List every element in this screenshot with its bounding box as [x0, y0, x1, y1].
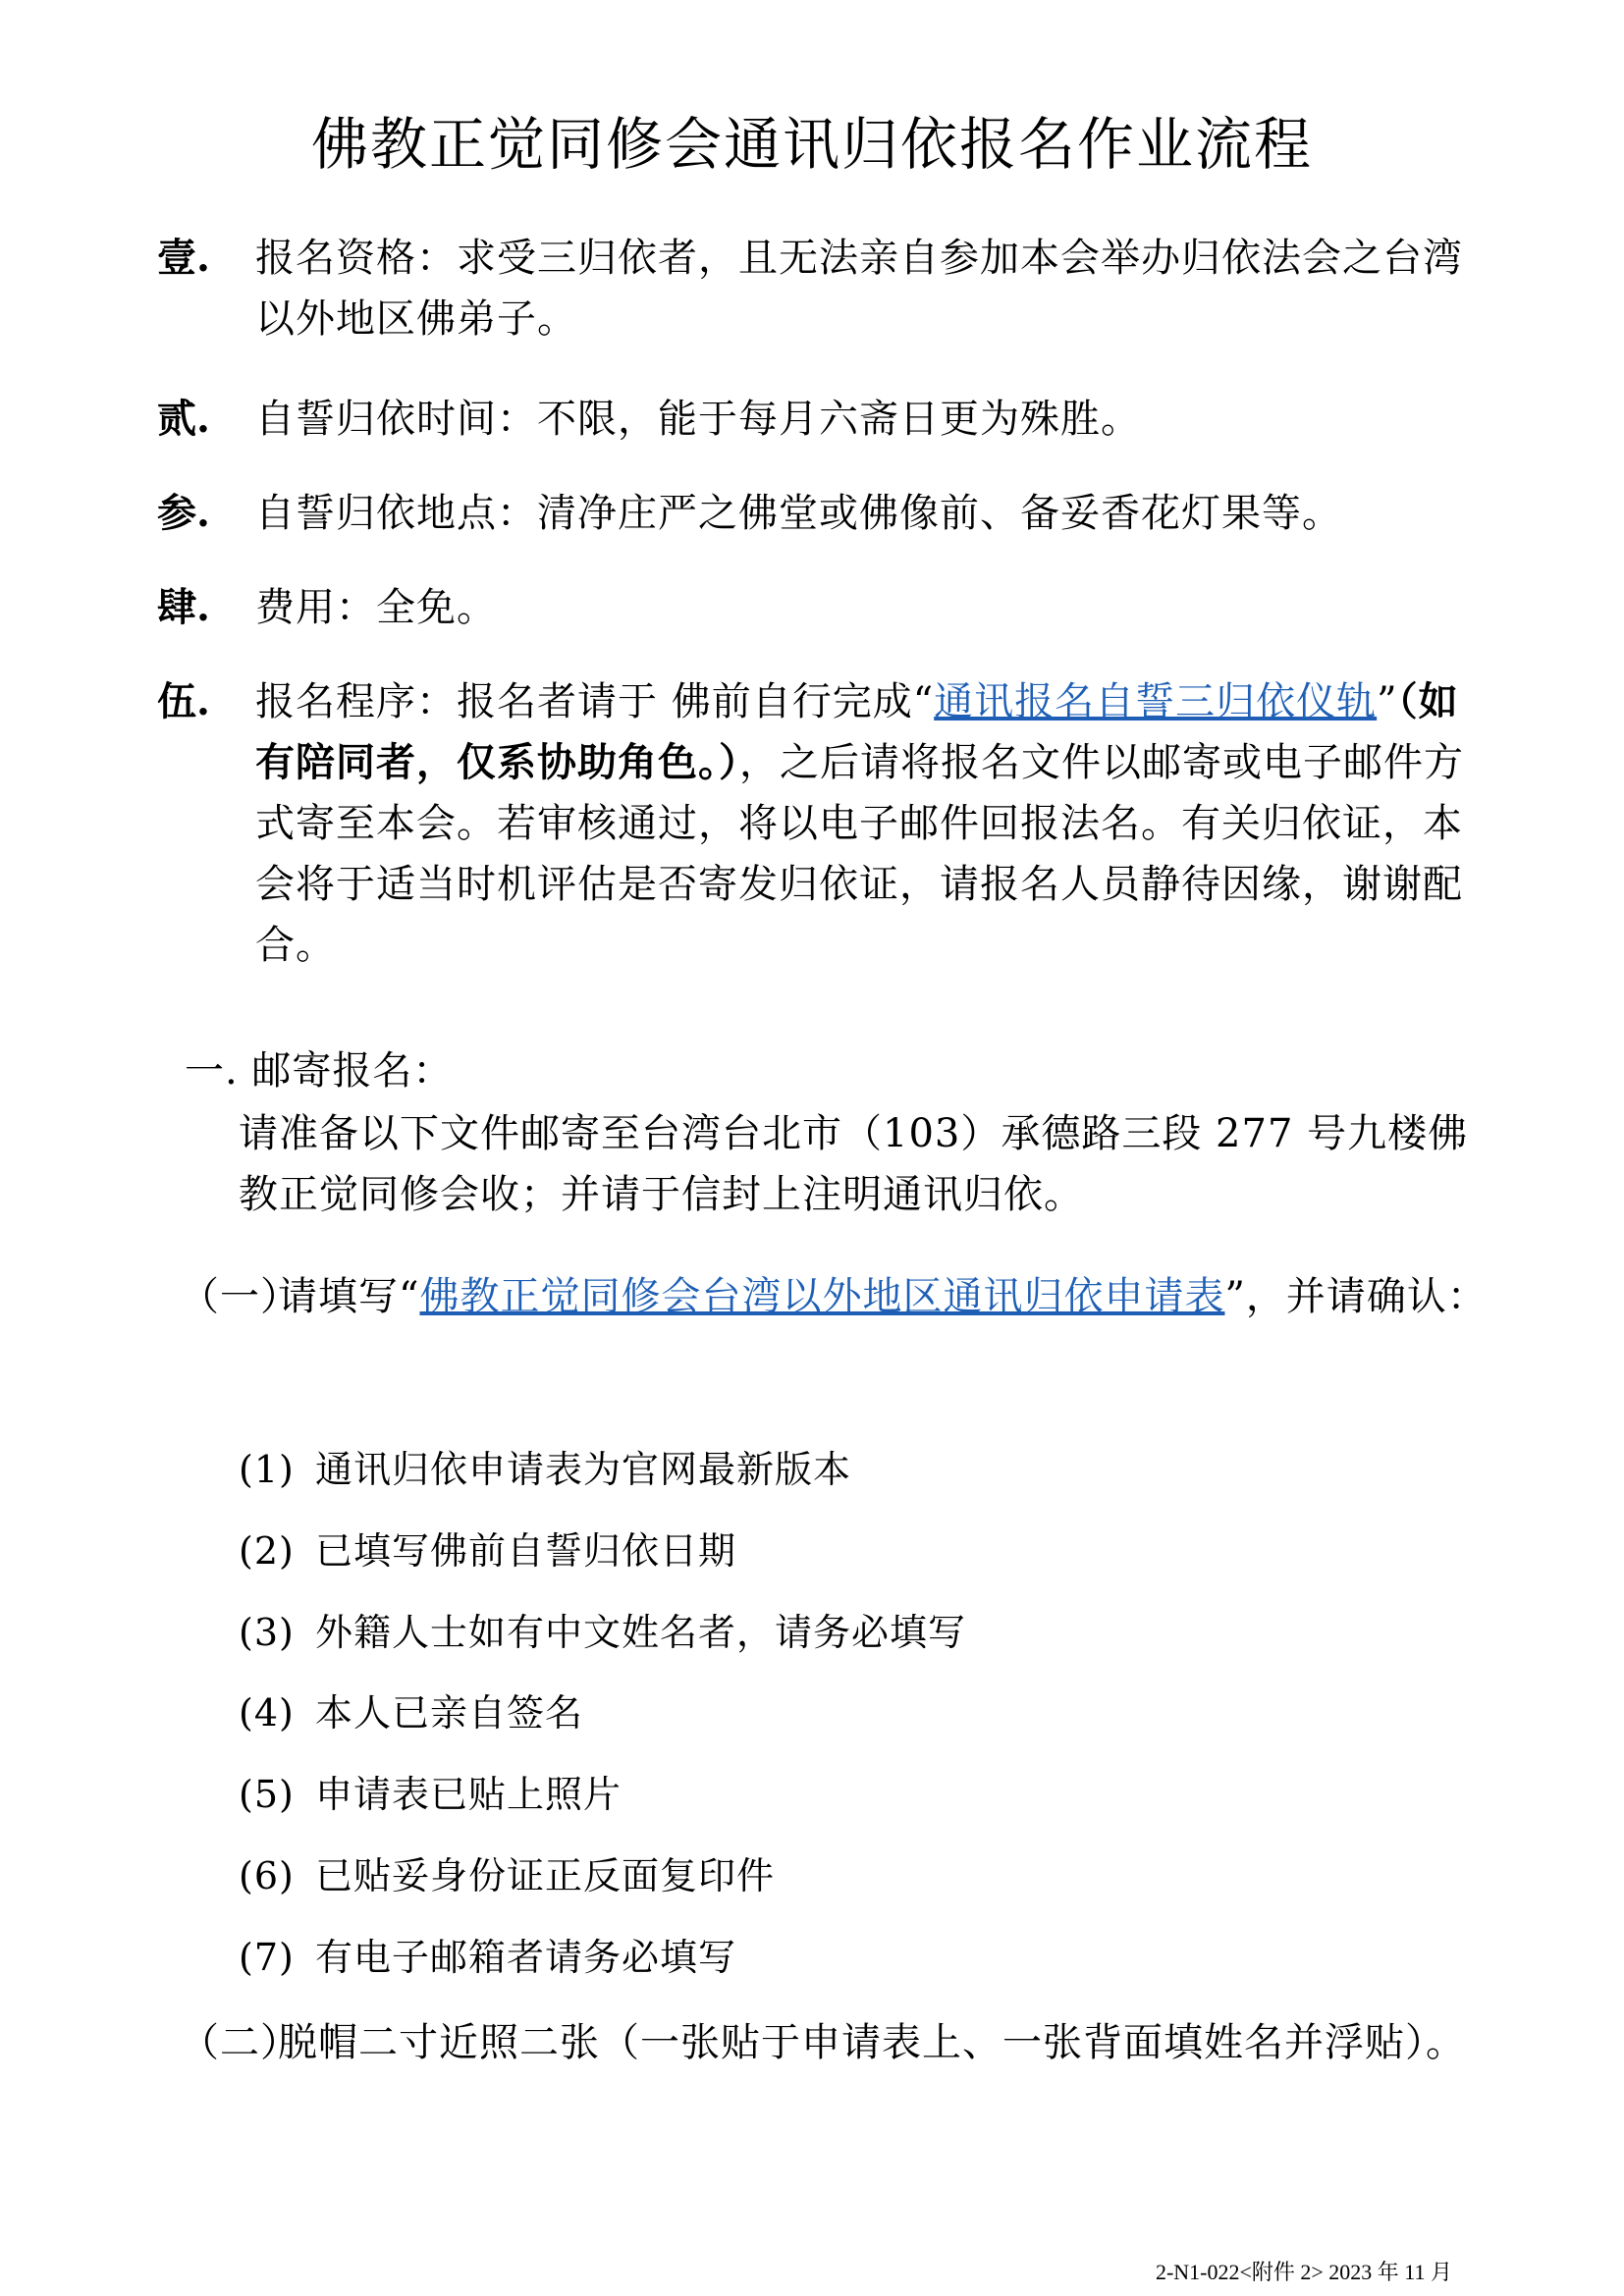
checklist-item [239, 1764, 622, 1818]
item-text: 申请表已贴上照片 [315, 1773, 623, 1816]
application-form-link[interactable]: 佛教正觉同修会台湾以外地区通讯归依申请表 [419, 1274, 1225, 1319]
checklist-item [239, 1439, 851, 1493]
section-5-label: 伍. [157, 678, 210, 724]
part-1-before: 请填写“ [278, 1274, 420, 1319]
part-1-label: （一） [180, 1274, 300, 1319]
mail-heading: 一. 邮寄报名： [185, 1048, 454, 1094]
item-text: 通讯归依申请表为官网最新版本 [315, 1448, 852, 1491]
checklist-item [239, 1845, 775, 1899]
item-number: (2) [239, 1529, 295, 1573]
section-1 [157, 228, 1492, 349]
document-footer: 2-N1-022<附件 2> 2023 年 11 月 [1155, 2260, 1452, 2284]
item-text: 已填写佛前自誓归依日期 [315, 1529, 737, 1573]
part-2-text: 脱帽二寸近照二张（一张贴于申请表上、一张背面填姓名并浮贴）。 [278, 2020, 1466, 2065]
page-title: 佛教正觉同修会通讯归依报名作业流程 [310, 111, 1313, 178]
section-1-label: 壹. [157, 235, 210, 281]
item-text: 有电子邮箱者请务必填写 [315, 1936, 737, 1979]
section-2-label: 贰. [157, 396, 210, 442]
section-5 [157, 671, 1492, 976]
checklist-item [239, 1521, 736, 1575]
section-3 [157, 483, 1492, 544]
part-2 [180, 2012, 1495, 2073]
item-number: (7) [239, 1936, 295, 1979]
section-2 [157, 389, 1492, 450]
section-5-text [255, 671, 1492, 976]
checklist-item [239, 1682, 583, 1736]
section-2-text: 自誓归依时间：不限，能于每月六斋日更为殊胜。 [255, 397, 1141, 442]
section-5-text-mid: ” [1377, 679, 1398, 724]
checklist-item [239, 1927, 736, 1981]
part-1-after: ”，并请确认： [1224, 1274, 1488, 1319]
section-1-text: 报名资格：求受三归依者，且无法亲自参加本会举办归依法会之台湾以外地区佛弟子。 [255, 236, 1463, 342]
section-4-label: 肆. [157, 584, 210, 630]
section-3-label: 参. [157, 490, 210, 536]
accompany-note: （如有陪同者，仅系协助角色。） [255, 678, 1459, 785]
part-1-text [278, 1266, 1495, 1327]
section-5-text-before: 报名程序：报名者请于 佛前自行完成“ [255, 679, 935, 724]
section-3-text: 自誓归依地点：清净庄严之佛堂或佛像前、备妥香花灯果等。 [255, 491, 1342, 536]
item-text: 已贴妥身份证正反面复印件 [315, 1854, 776, 1897]
item-number: (6) [239, 1854, 295, 1897]
item-number: (5) [239, 1773, 295, 1816]
item-number: (1) [239, 1448, 295, 1491]
ritual-link[interactable]: 通讯报名自誓三归依仪轨 [934, 679, 1378, 724]
part-2-label: （二） [180, 2020, 300, 2065]
mail-text: 请准备以下文件邮寄至台湾台北市（103）承德路三段 277 号九楼佛教正觉同修会收；并请于信封上注明通讯归依。 [239, 1111, 1469, 1217]
item-text: 外籍人士如有中文姓名者，请务必填写 [315, 1611, 967, 1654]
section-4 [157, 577, 1492, 638]
section-5-text-after: ，之后请将报名文件以邮寄或电子邮件方式寄至本会。若审核通过，将以电子邮件回报法名。有关归依证，本会将于适当时机评估是否寄发归依证，请报名人员静待因缘，谢谢配合。 [255, 740, 1464, 968]
item-number: (3) [239, 1611, 295, 1654]
item-text: 本人已亲自签名 [315, 1691, 584, 1735]
section-4-text: 费用：全免。 [255, 585, 497, 630]
part-1 [180, 1266, 1495, 1327]
item-number: (4) [239, 1691, 295, 1735]
checklist-item [239, 1602, 966, 1656]
